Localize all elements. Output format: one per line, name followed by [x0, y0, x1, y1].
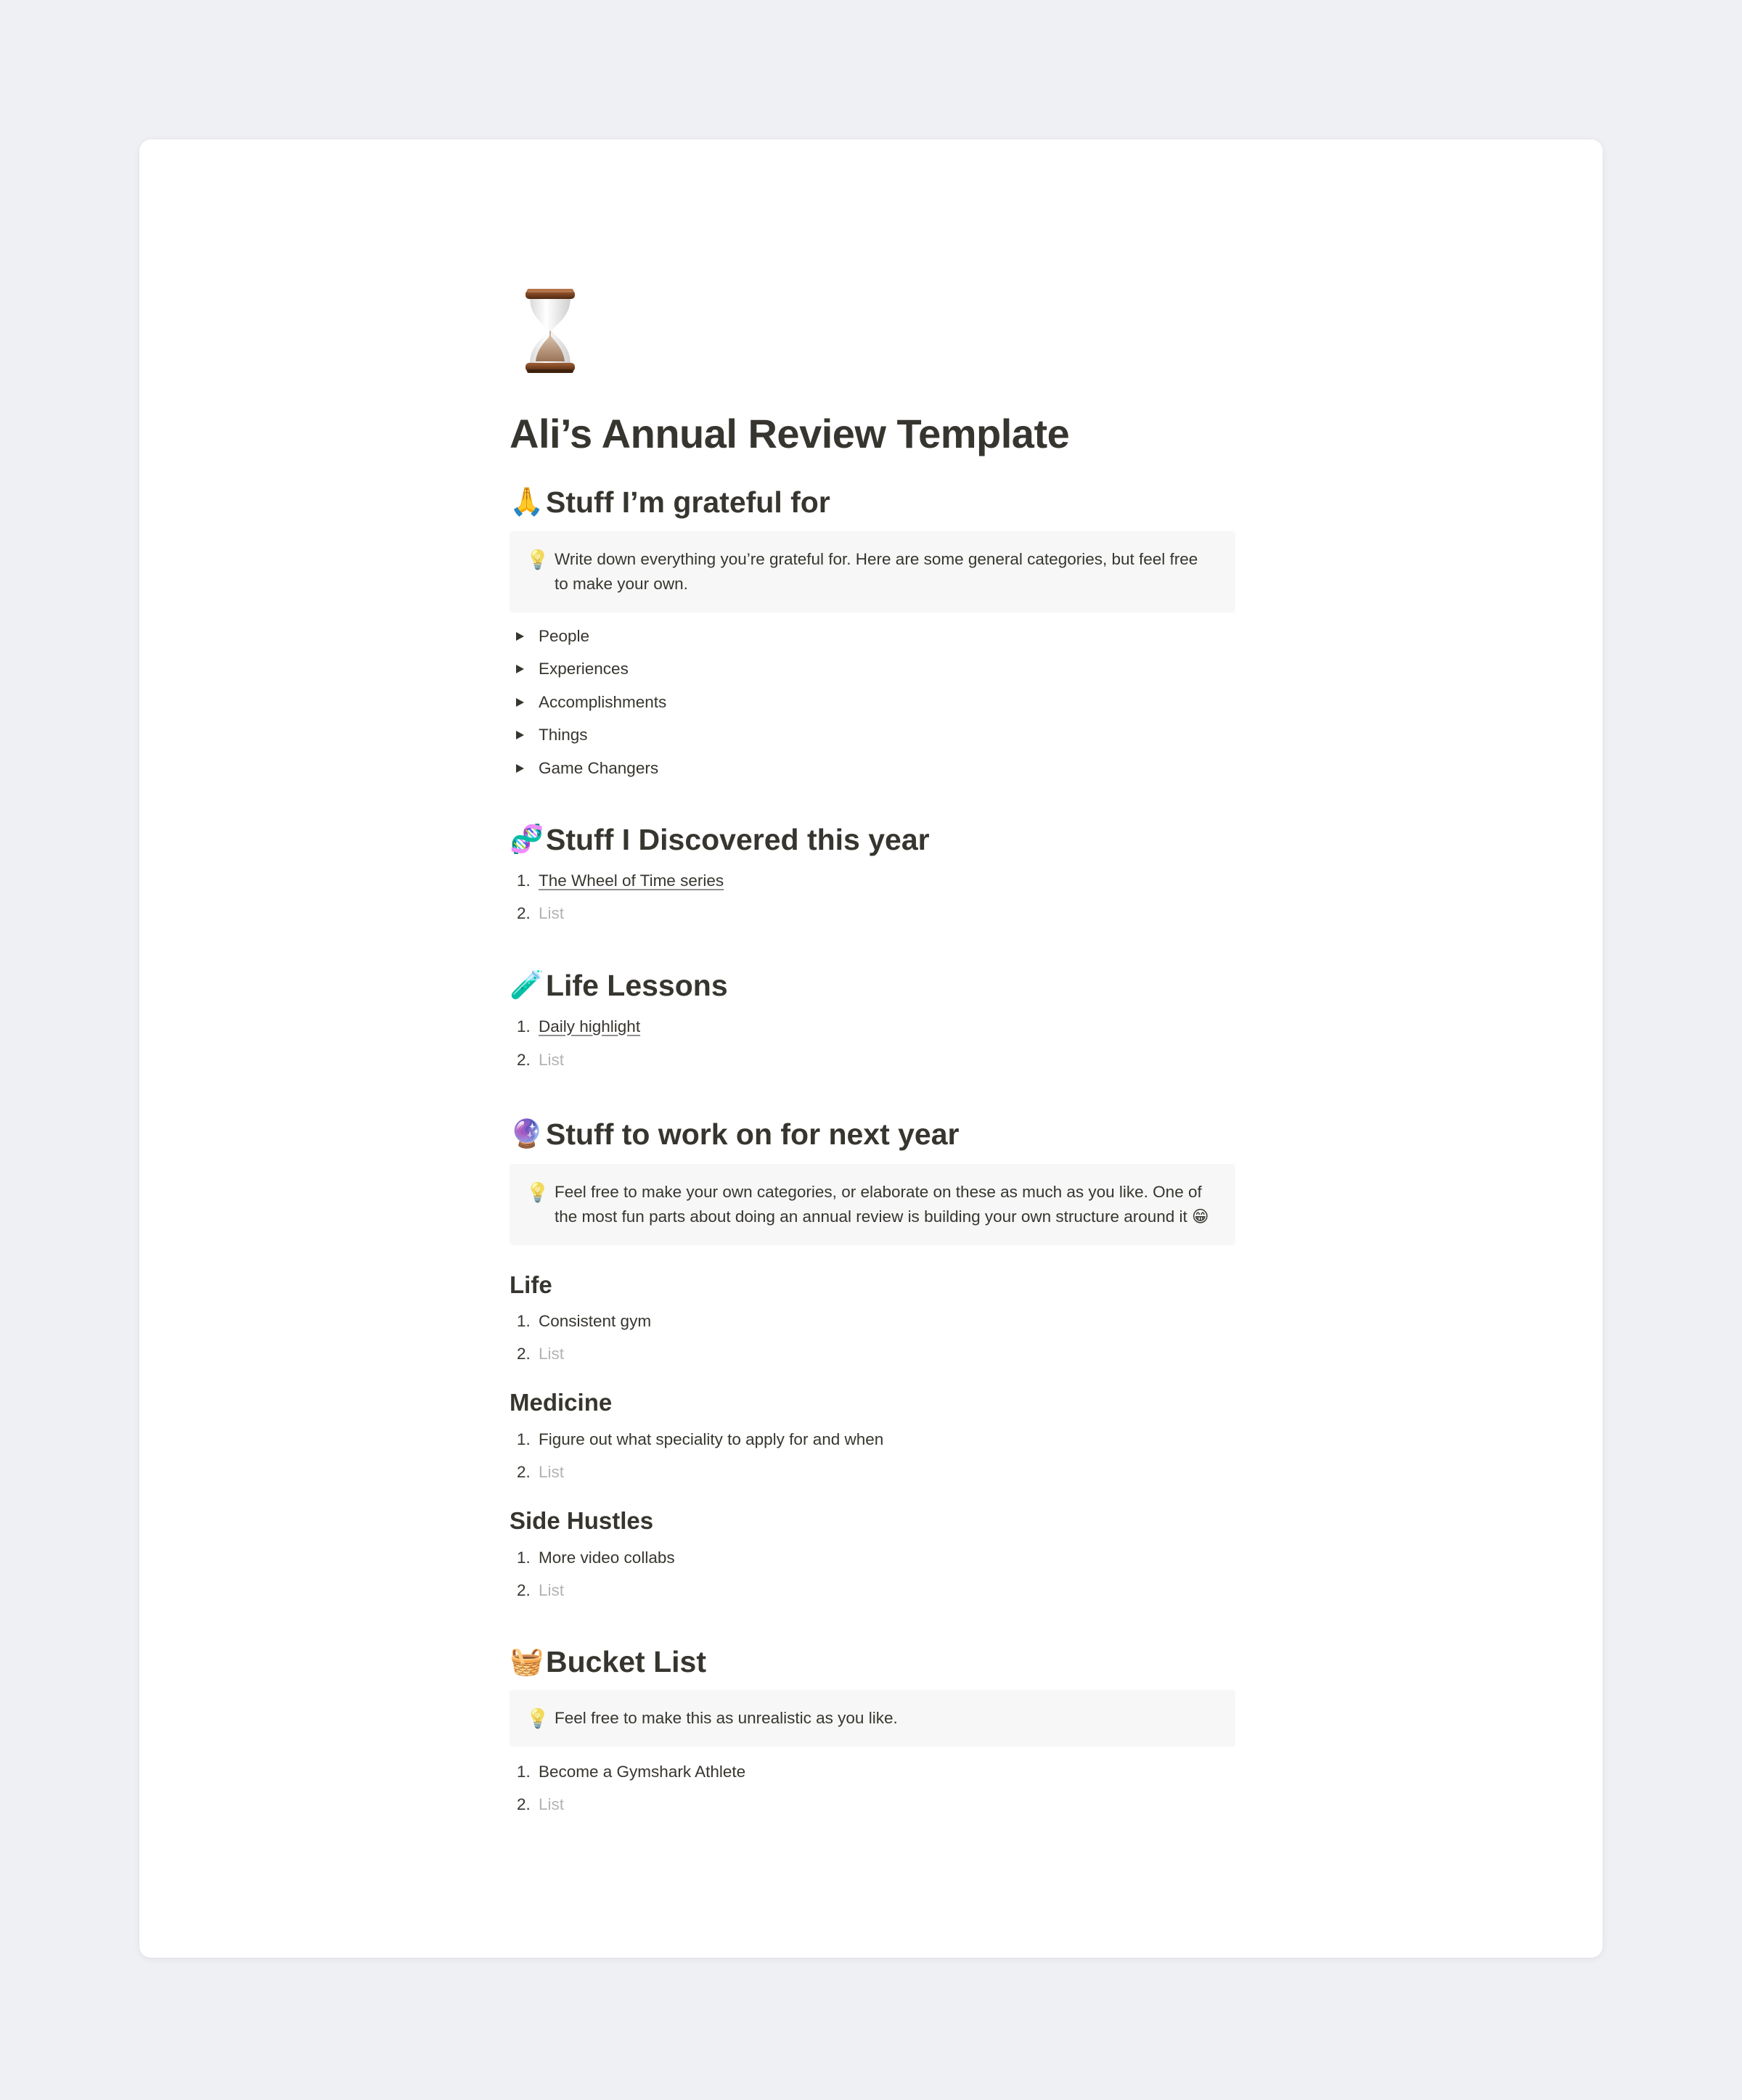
toggle-arrow-icon[interactable]: [510, 697, 539, 707]
list-text[interactable]: Consistent gym: [539, 1311, 652, 1330]
list-placeholder[interactable]: List: [539, 1462, 565, 1481]
toggle-arrow-icon[interactable]: [510, 730, 539, 740]
list-number: 2.: [517, 1462, 531, 1481]
toggle-arrow-icon[interactable]: [510, 664, 539, 674]
list-placeholder[interactable]: List: [539, 903, 565, 922]
page-title[interactable]: Ali’s Annual Review Template: [510, 411, 1070, 456]
toggle-game-changers[interactable]: [510, 752, 658, 784]
toggle-arrow-icon[interactable]: [510, 631, 539, 641]
callout-grateful[interactable]: [510, 531, 1235, 612]
list-number: 1.: [517, 1430, 531, 1448]
callout-text: Feel free to make this as unrealistic as you like.: [555, 1709, 898, 1727]
list-item[interactable]: [510, 1337, 564, 1370]
toggle-label: Experiences: [539, 659, 629, 678]
list-text[interactable]: Become a Gymshark Athlete: [539, 1762, 746, 1781]
list-placeholder[interactable]: List: [539, 1050, 565, 1069]
toggle-arrow-icon[interactable]: [510, 763, 539, 774]
callout-text: Feel free to make your own categories, or elaborate on these as much as you like. One of the most fun parts about doing an annual review is building your own structure around it 😁: [555, 1183, 1209, 1226]
list-item[interactable]: [510, 897, 564, 930]
callout-next-year[interactable]: [510, 1164, 1235, 1245]
praying-hands-icon: 🙏: [510, 487, 544, 517]
list-number: 2.: [517, 1795, 531, 1813]
list-number: 2.: [517, 1050, 531, 1069]
toggle-label: People: [539, 626, 590, 645]
heading-life-lessons[interactable]: [510, 965, 728, 1006]
list-item[interactable]: [510, 1010, 640, 1043]
list-item[interactable]: [510, 1456, 564, 1488]
list-number: 1.: [517, 1548, 531, 1567]
heading-text: Stuff I Discovered this year: [546, 823, 930, 856]
heading-discovered[interactable]: [510, 819, 930, 860]
page-link-wheel-of-time[interactable]: The Wheel of Time series: [539, 871, 724, 890]
list-text[interactable]: Figure out what speciality to apply for and when: [539, 1430, 884, 1448]
list-number: 2.: [517, 1344, 531, 1363]
toggle-label: Accomplishments: [539, 692, 667, 711]
list-item[interactable]: [510, 1755, 745, 1788]
heading-bucket-list[interactable]: [510, 1641, 706, 1682]
subheading-life[interactable]: Life: [510, 1271, 552, 1298]
toggle-things[interactable]: [510, 718, 588, 751]
lightbulb-icon: 💡: [526, 1181, 550, 1203]
list-item[interactable]: [510, 1574, 564, 1607]
subheading-side-hustles[interactable]: Side Hustles: [510, 1507, 654, 1534]
list-number: 2.: [517, 903, 531, 922]
list-item[interactable]: [510, 864, 724, 897]
list-item[interactable]: [510, 1423, 883, 1456]
list-placeholder[interactable]: List: [539, 1795, 565, 1813]
list-item[interactable]: [510, 1043, 564, 1076]
callout-text: Write down everything you’re grateful for. Here are some general categories, but feel free to make your own.: [555, 550, 1198, 593]
heading-text: Stuff I’m grateful for: [546, 485, 830, 519]
heading-next-year[interactable]: [510, 1114, 960, 1154]
heading-text: Bucket List: [546, 1645, 706, 1678]
toggle-experiences[interactable]: [510, 652, 629, 685]
callout-bucket-list[interactable]: [510, 1690, 1235, 1747]
subheading-medicine[interactable]: Medicine: [510, 1389, 613, 1416]
heading-text: Stuff to work on for next year: [546, 1117, 960, 1151]
toggle-accomplishments[interactable]: [510, 686, 666, 718]
list-item[interactable]: [510, 1305, 651, 1337]
list-item[interactable]: [510, 1541, 675, 1574]
list-number: 2.: [517, 1580, 531, 1599]
list-number: 1.: [517, 1311, 531, 1330]
lightbulb-icon: 💡: [526, 1707, 550, 1729]
page-link-daily-highlight[interactable]: Daily highlight: [539, 1017, 641, 1035]
list-item[interactable]: [510, 1788, 564, 1821]
list-text[interactable]: More video collabs: [539, 1548, 675, 1567]
crystal-ball-icon: 🔮: [510, 1119, 544, 1149]
list-placeholder[interactable]: List: [539, 1580, 565, 1599]
test-tube-icon: 🧪: [510, 970, 544, 1001]
basket-icon: 🧺: [510, 1646, 544, 1677]
hourglass-icon[interactable]: [508, 289, 592, 373]
toggle-label: Game Changers: [539, 758, 659, 777]
list-placeholder[interactable]: List: [539, 1344, 565, 1363]
list-number: 1.: [517, 1017, 531, 1035]
list-number: 1.: [517, 871, 531, 890]
heading-text: Life Lessons: [546, 969, 728, 1002]
toggle-label: Things: [539, 725, 588, 744]
heading-grateful[interactable]: [510, 482, 830, 522]
list-number: 1.: [517, 1762, 531, 1781]
dna-icon: 🧬: [510, 824, 544, 855]
lightbulb-icon: 💡: [526, 549, 550, 570]
toggle-people[interactable]: [510, 620, 589, 652]
